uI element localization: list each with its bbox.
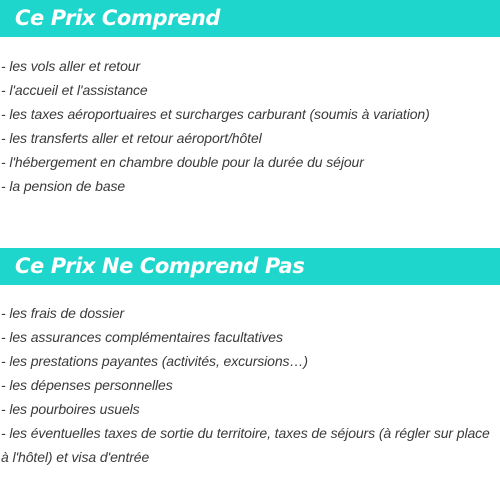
list-item: - les assurances complémentaires facultatives xyxy=(1,329,283,345)
includes-list xyxy=(0,54,500,198)
excludes-section-header xyxy=(0,248,500,285)
list-item: - l'accueil et l'assistance xyxy=(1,82,148,98)
list-item: - les transferts aller et retour aéroport/hôtel xyxy=(1,130,262,146)
list-item: - les pourboires usuels xyxy=(1,401,140,417)
list-item: - l'hébergement en chambre double pour la durée du séjour xyxy=(1,154,364,170)
list-item: - les taxes aéroportuaires et surcharges carburant (soumis à variation) xyxy=(1,106,430,122)
excludes-list xyxy=(0,301,500,469)
includes-section-header xyxy=(0,0,500,37)
list-item: - les éventuelles taxes de sortie du territoire, taxes de séjours (à régler sur place à l'hôtel) et visa d'entrée xyxy=(1,425,490,465)
list-item: - la pension de base xyxy=(1,178,126,194)
list-item: - les prestations payantes (activités, excursions…) xyxy=(1,353,308,369)
includes-section-title: Ce Prix Comprend xyxy=(15,6,221,30)
list-item: - les vols aller et retour xyxy=(1,58,141,74)
list-item: - les dépenses personnelles xyxy=(1,377,173,393)
excludes-section-title: Ce Prix Ne Comprend Pas xyxy=(15,254,305,278)
list-item: - les frais de dossier xyxy=(1,305,125,321)
